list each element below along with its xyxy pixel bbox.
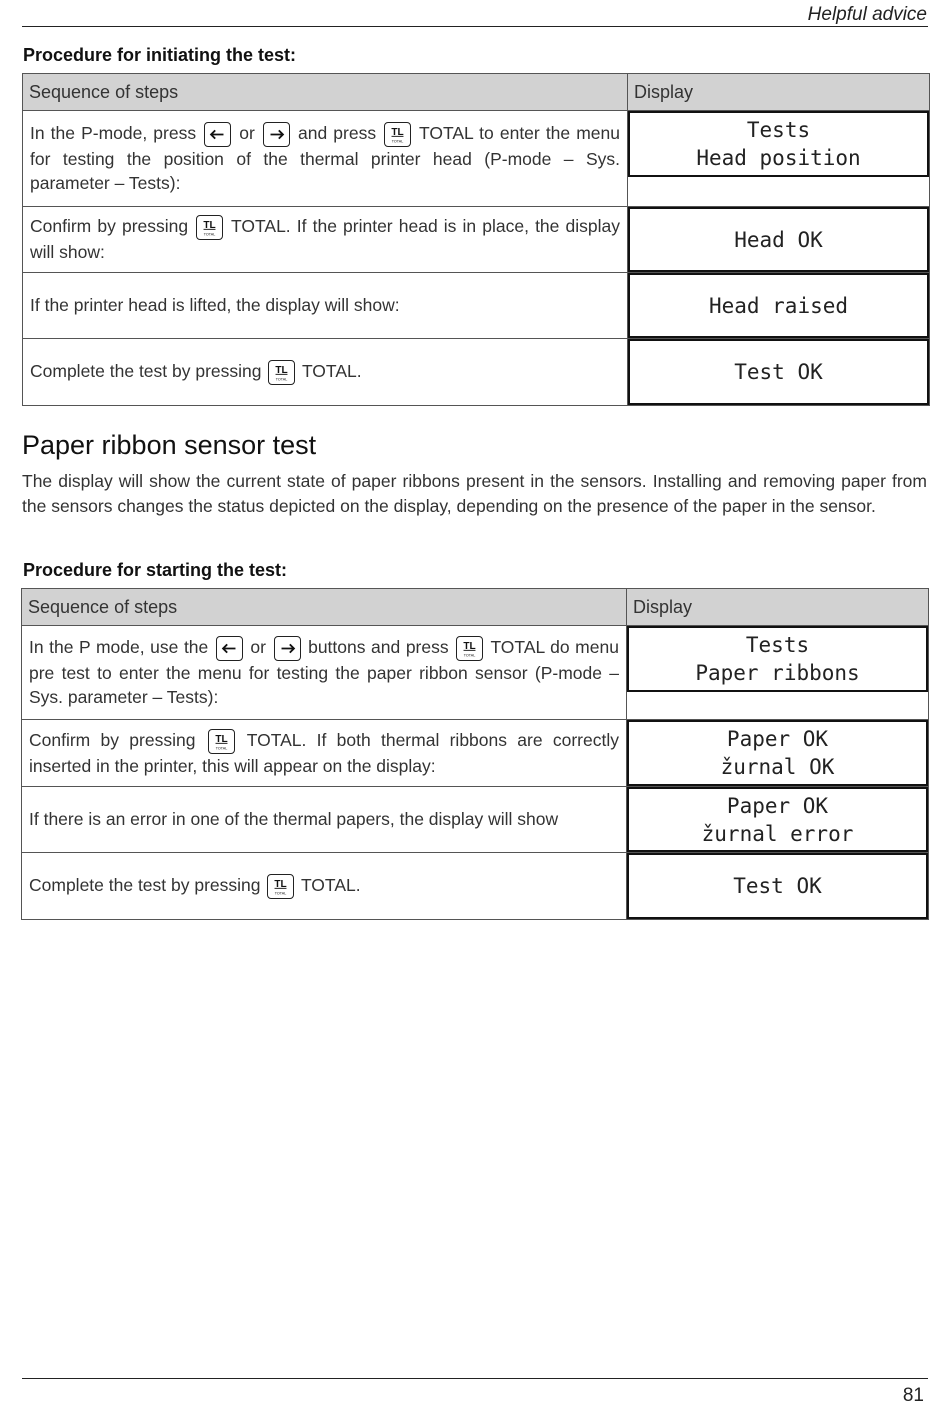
step-text: Complete the test by pressing TL TOTAL TOTAL. — [22, 853, 627, 920]
step-text: Confirm by pressing TL TOTAL TOTAL. If both thermal ribbons are correctly inserted in the printer, this will appear on the display: — [22, 720, 627, 787]
table-row — [23, 111, 930, 207]
svg-text:TL: TL — [463, 640, 476, 652]
svg-text:TOTAL: TOTAL — [276, 377, 288, 382]
display-cell — [627, 720, 929, 787]
total-key-icon — [196, 215, 223, 240]
svg-text:TOTAL: TOTAL — [463, 653, 476, 658]
page-number: 81 — [902, 1385, 924, 1406]
steps-table-2 — [21, 588, 929, 920]
column-header-display: Display — [627, 589, 929, 626]
table-row — [22, 626, 929, 720]
left-arrow-key-icon — [204, 122, 231, 147]
table-row — [22, 787, 929, 853]
procedure-heading-1: Procedure for initiating the test: — [23, 45, 297, 65]
lcd-display: Head raised — [628, 273, 929, 338]
column-header-display: Display — [628, 74, 930, 111]
svg-text:TL: TL — [391, 126, 404, 138]
lcd-display: Head OK — [628, 207, 929, 272]
svg-text:TL: TL — [275, 364, 289, 376]
left-arrow-key-icon — [216, 636, 243, 661]
lcd-display: Paper OK žurnal error — [627, 787, 928, 852]
steps-table-1 — [22, 73, 930, 406]
step-text: In the P-mode, press or and press TL TOTAL TOTAL to enter the menu for testing the position of the thermal printer head (P-mode – Sys. parameter – Tests): — [23, 111, 628, 207]
step-text: In the P mode, use the or buttons and press TL TOTAL TOTAL do menu pre test to enter the menu for testing the paper ribbon sensor (P-mode – Sys. parameter – Tests): — [22, 626, 627, 720]
lcd-display: Paper OK žurnal OK — [627, 720, 928, 786]
svg-text:TOTAL: TOTAL — [275, 891, 287, 896]
lcd-display: Tests Paper ribbons — [627, 626, 928, 692]
lcd-display: Test OK — [628, 339, 929, 405]
svg-text:TOTAL: TOTAL — [391, 139, 404, 144]
right-arrow-key-icon — [274, 636, 301, 661]
svg-text:TOTAL: TOTAL — [215, 746, 227, 751]
total-key-icon — [267, 874, 294, 899]
step-text: Confirm by pressing TL TOTAL TOTAL. If the printer head is in place, the display will show: — [23, 207, 628, 273]
svg-text:TL: TL — [215, 733, 228, 745]
header-rule — [22, 26, 928, 27]
display-cell — [628, 111, 930, 207]
total-key-icon — [208, 729, 235, 754]
lcd-display: Tests Head position — [628, 111, 929, 177]
total-key-icon — [456, 636, 483, 661]
table-row — [22, 853, 929, 920]
column-header-steps: Sequence of steps — [23, 74, 628, 111]
column-header-steps: Sequence of steps — [22, 589, 627, 626]
step-text: If the printer head is lifted, the display will show: — [23, 273, 628, 339]
section-title: Paper ribbon sensor test — [22, 430, 317, 460]
procedure-heading-2: Procedure for starting the test: — [23, 560, 288, 580]
display-cell — [627, 626, 929, 720]
total-key-icon — [268, 360, 295, 385]
table-row — [23, 273, 930, 339]
table-row — [23, 339, 930, 406]
svg-text:TL: TL — [274, 878, 288, 890]
right-arrow-key-icon — [263, 122, 290, 147]
svg-text:TOTAL: TOTAL — [203, 232, 216, 237]
table-row — [23, 207, 930, 273]
step-text: Complete the test by pressing TL TOTAL TOTAL. — [23, 339, 628, 406]
display-cell — [627, 853, 929, 920]
running-header: Helpful advice — [807, 4, 927, 25]
display-cell — [628, 273, 930, 339]
section-intro: The display will show the current state of paper ribbons present in the sensors. Installing and removing paper from the sensors changes the status depicted on the display, depending on the presence of the paper in the sensor. — [22, 471, 927, 516]
display-cell — [627, 787, 929, 853]
total-key-icon — [384, 122, 411, 147]
display-cell — [628, 339, 930, 406]
display-cell — [628, 207, 930, 273]
lcd-display: Test OK — [627, 853, 928, 919]
footer-rule — [22, 1378, 928, 1379]
step-text: If there is an error in one of the thermal papers, the display will show — [22, 787, 627, 853]
svg-text:TL: TL — [203, 220, 216, 232]
table-row — [22, 720, 929, 787]
